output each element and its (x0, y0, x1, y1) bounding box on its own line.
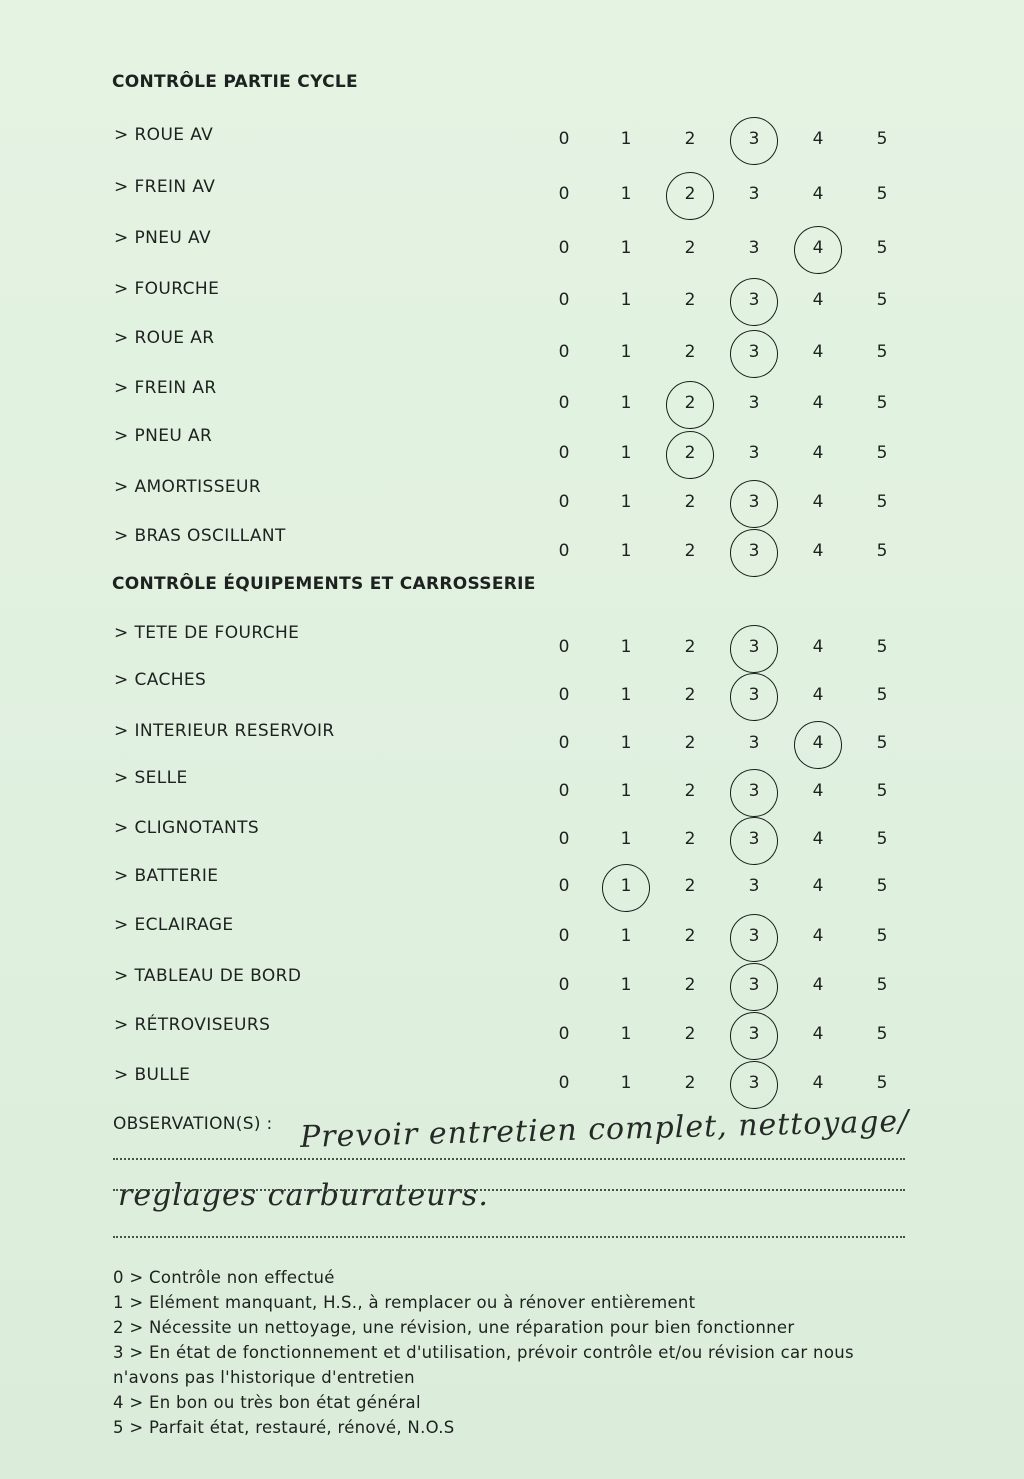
score-option: 0 (558, 443, 570, 463)
score-option: 3 (748, 733, 760, 753)
score-option: 0 (558, 393, 570, 413)
score-row (0, 926, 1024, 956)
item-label-fourche: > FOURCHE (114, 279, 220, 299)
score-circled: 2 (672, 393, 708, 413)
score-option: 4 (812, 685, 824, 705)
legend-line: 2 > Nécessite un nettoyage, une révision, une réparation pour bien fonctionner (113, 1318, 795, 1337)
score-circled: 3 (736, 975, 772, 995)
score-option: 1 (620, 685, 632, 705)
score-row (0, 492, 1024, 522)
score-row (0, 184, 1024, 214)
score-option: 5 (876, 129, 888, 149)
item-label-interieur-reservoir: > INTERIEUR RESERVOIR (114, 721, 335, 741)
score-option: 0 (558, 926, 570, 946)
score-row (0, 685, 1024, 715)
score-option: 4 (812, 876, 824, 896)
score-option: 5 (876, 342, 888, 362)
score-circled: 3 (736, 129, 772, 149)
score-option: 4 (812, 541, 824, 561)
score-option: 4 (812, 1024, 824, 1044)
score-circled: 3 (736, 290, 772, 310)
score-row (0, 829, 1024, 859)
score-circled: 1 (608, 876, 644, 896)
score-option: 2 (684, 1073, 696, 1093)
score-option: 1 (620, 238, 632, 258)
score-option: 0 (558, 876, 570, 896)
score-option: 1 (620, 1024, 632, 1044)
item-label-roue-av: > ROUE AV (114, 125, 214, 145)
score-option: 2 (684, 129, 696, 149)
legend-line: 1 > Elément manquant, H.S., à remplacer ou à rénover entièrement (113, 1293, 696, 1312)
item-label-frein-ar: > FREIN AR (114, 378, 217, 398)
score-option: 4 (812, 443, 824, 463)
score-circled: 2 (672, 184, 708, 204)
score-option: 0 (558, 184, 570, 204)
score-option: 1 (620, 129, 632, 149)
score-option: 2 (684, 541, 696, 561)
score-option: 5 (876, 443, 888, 463)
item-label-batterie: > BATTERIE (114, 866, 219, 886)
item-label-clignotants: > CLIGNOTANTS (114, 818, 260, 838)
score-option: 2 (684, 733, 696, 753)
score-option: 0 (558, 685, 570, 705)
item-label-roue-ar: > ROUE AR (114, 328, 215, 348)
score-option: 4 (812, 1073, 824, 1093)
score-option: 2 (684, 829, 696, 849)
score-option: 3 (748, 184, 760, 204)
score-circled: 4 (800, 238, 836, 258)
score-option: 5 (876, 926, 888, 946)
score-circled: 3 (736, 1073, 772, 1093)
score-option: 0 (558, 829, 570, 849)
score-option: 1 (620, 1073, 632, 1093)
legend-line: 4 > En bon ou très bon état général (113, 1393, 421, 1412)
score-row (0, 238, 1024, 268)
observation-handwritten-line-1: Prevoir entretien complet, nettoyage/ (299, 1104, 910, 1155)
score-circled: 3 (736, 781, 772, 801)
score-option: 2 (684, 238, 696, 258)
score-option: 1 (620, 290, 632, 310)
score-row (0, 733, 1024, 763)
score-option: 4 (812, 393, 824, 413)
score-row (0, 781, 1024, 811)
score-row (0, 1024, 1024, 1054)
score-option: 4 (812, 290, 824, 310)
score-option: 2 (684, 975, 696, 995)
score-option: 0 (558, 1073, 570, 1093)
score-option: 5 (876, 733, 888, 753)
score-option: 5 (876, 876, 888, 896)
score-option: 0 (558, 290, 570, 310)
score-option: 1 (620, 184, 632, 204)
score-option: 1 (620, 541, 632, 561)
score-option: 5 (876, 290, 888, 310)
item-label-eclairage: > ECLAIRAGE (114, 915, 234, 935)
score-option: 4 (812, 926, 824, 946)
score-option: 5 (876, 829, 888, 849)
score-option: 5 (876, 637, 888, 657)
score-option: 2 (684, 926, 696, 946)
score-circled: 3 (736, 637, 772, 657)
score-option: 4 (812, 829, 824, 849)
score-option: 0 (558, 781, 570, 801)
score-option: 5 (876, 238, 888, 258)
item-label-frein-av: > FREIN AV (114, 177, 216, 197)
item-label-tableau-de-bord: > TABLEAU DE BORD (114, 966, 302, 986)
score-option: 4 (812, 975, 824, 995)
score-option: 1 (620, 829, 632, 849)
observation-handwritten-line-2: reglages carburateurs. (118, 1178, 489, 1213)
score-option: 2 (684, 342, 696, 362)
score-option: 5 (876, 184, 888, 204)
score-option: 4 (812, 184, 824, 204)
score-option: 0 (558, 975, 570, 995)
score-option: 4 (812, 342, 824, 362)
score-option: 0 (558, 129, 570, 149)
score-row (0, 393, 1024, 423)
item-label-pneu-av: > PNEU AV (114, 228, 211, 248)
score-row (0, 541, 1024, 571)
score-row (0, 1073, 1024, 1103)
legend-line: 5 > Parfait état, restauré, rénové, N.O.S (113, 1418, 455, 1437)
item-label-amortisseur: > AMORTISSEUR (114, 477, 262, 497)
score-option: 1 (620, 342, 632, 362)
legend-line: 3 > En état de fonctionnement et d'utilisation, prévoir contrôle et/ou révision car nous (113, 1343, 854, 1362)
score-option: 5 (876, 975, 888, 995)
item-label-pneu-ar: > PNEU AR (114, 426, 213, 446)
score-option: 3 (748, 876, 760, 896)
score-option: 1 (620, 443, 632, 463)
score-option: 3 (748, 393, 760, 413)
score-option: 2 (684, 637, 696, 657)
item-label-tete-de-fourche: > TETE DE FOURCHE (114, 623, 300, 643)
score-option: 4 (812, 129, 824, 149)
item-label-selle: > SELLE (114, 768, 188, 788)
score-option: 2 (684, 290, 696, 310)
observation-dotted-line (113, 1189, 905, 1191)
score-option: 1 (620, 393, 632, 413)
legend-line: 0 > Contrôle non effectué (113, 1268, 335, 1287)
score-row (0, 975, 1024, 1005)
score-circled: 3 (736, 926, 772, 946)
score-option: 5 (876, 492, 888, 512)
score-option: 0 (558, 1024, 570, 1044)
score-option: 5 (876, 1024, 888, 1044)
score-row (0, 129, 1024, 159)
score-circled: 2 (672, 443, 708, 463)
score-row (0, 637, 1024, 667)
score-circled: 3 (736, 1024, 772, 1044)
score-option: 1 (620, 733, 632, 753)
legend-line: n'avons pas l'historique d'entretien (113, 1368, 415, 1387)
score-circled: 3 (736, 541, 772, 561)
score-option: 0 (558, 238, 570, 258)
score-option: 2 (684, 492, 696, 512)
score-option: 1 (620, 975, 632, 995)
score-circled: 3 (736, 685, 772, 705)
score-option: 4 (812, 492, 824, 512)
score-option: 5 (876, 1073, 888, 1093)
item-label-bulle: > BULLE (114, 1065, 191, 1085)
score-option: 0 (558, 733, 570, 753)
section-title-cycle: CONTRÔLE PARTIE CYCLE (112, 72, 358, 92)
score-option: 0 (558, 637, 570, 657)
score-option: 5 (876, 685, 888, 705)
score-circled: 3 (736, 829, 772, 849)
score-circled: 3 (736, 492, 772, 512)
score-circled: 3 (736, 342, 772, 362)
score-option: 2 (684, 781, 696, 801)
score-row (0, 342, 1024, 372)
score-row (0, 443, 1024, 473)
item-label-caches: > CACHES (114, 670, 207, 690)
observation-dotted-line (113, 1158, 905, 1160)
score-option: 2 (684, 1024, 696, 1044)
score-option: 5 (876, 781, 888, 801)
score-option: 4 (812, 781, 824, 801)
score-option: 1 (620, 637, 632, 657)
item-label-retroviseurs: > RÉTROVISEURS (114, 1015, 271, 1035)
score-row (0, 290, 1024, 320)
observation-label: OBSERVATION(S) : (113, 1114, 273, 1134)
score-option: 2 (684, 876, 696, 896)
score-option: 3 (748, 238, 760, 258)
score-option: 0 (558, 541, 570, 561)
score-option: 0 (558, 342, 570, 362)
score-legend (113, 1265, 903, 1440)
score-option: 0 (558, 492, 570, 512)
score-option: 1 (620, 926, 632, 946)
score-row (0, 876, 1024, 906)
score-option: 4 (812, 637, 824, 657)
score-option: 2 (684, 685, 696, 705)
score-option: 1 (620, 492, 632, 512)
score-option: 1 (620, 781, 632, 801)
score-circled: 4 (800, 733, 836, 753)
score-option: 3 (748, 443, 760, 463)
observation-dotted-line (113, 1236, 905, 1238)
score-option: 5 (876, 393, 888, 413)
section-title-equipements: CONTRÔLE ÉQUIPEMENTS ET CARROSSERIE (112, 574, 536, 594)
score-option: 5 (876, 541, 888, 561)
item-label-bras-oscillant: > BRAS OSCILLANT (114, 526, 286, 546)
